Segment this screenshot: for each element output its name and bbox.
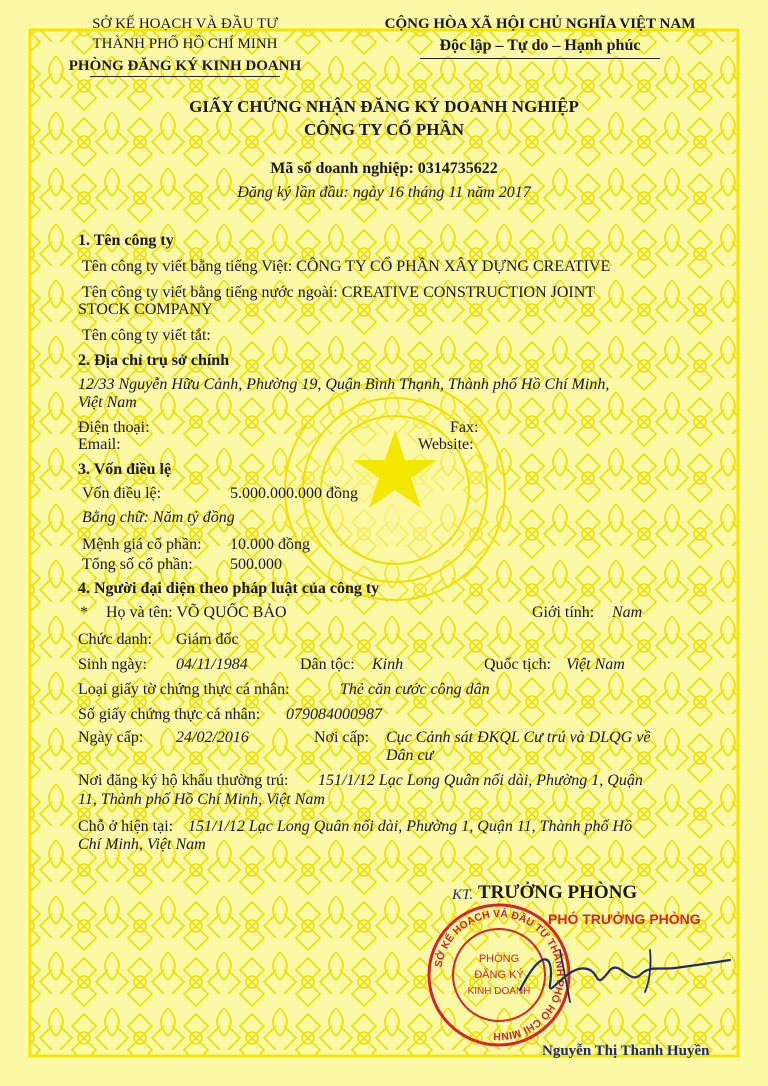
id-type-value: Thẻ căn cước công dân — [340, 681, 490, 698]
stamp-center-line-3: KINH DOANH — [467, 986, 531, 997]
stamp-center-line-1: PHÒNG — [478, 953, 520, 965]
charter-capital-value: 5.000.000.000 đồng — [230, 485, 358, 502]
issue-date-label: Ngày cấp: — [78, 729, 144, 746]
stamp-center-line-2: ĐĂNG KÝ — [474, 969, 524, 981]
par-value: 10.000 đồng — [230, 536, 310, 553]
bullet-star: * — [80, 604, 88, 621]
ethnicity-label: Dân tộc: — [300, 656, 355, 673]
nationality-value: Việt Nam — [566, 656, 625, 673]
enterprise-code: Mã số doanh nghiệp: 0314735622 — [270, 160, 498, 177]
section-4-heading: 4. Người đại diện theo pháp luật của công ty — [78, 580, 380, 597]
head-office-address-2: Việt Nam — [78, 394, 137, 411]
company-name-vn: Tên công ty viết bằng tiếng Việt: CÔNG TY CỔ PHẦN XÂY DỰNG CREATIVE — [82, 258, 611, 275]
nationality-label: Quốc tịch: — [484, 656, 552, 673]
id-number-value: 079084000987 — [286, 706, 382, 723]
fax-label: Fax: — [450, 419, 479, 436]
office-name: PHÒNG ĐĂNG KÝ KINH DOANH — [68, 58, 302, 74]
permanent-residence-label: Nơi đăng ký hộ khẩu thường trú: — [78, 772, 289, 789]
position-value: Giám đốc — [176, 631, 239, 648]
company-short-name: Tên công ty viết tắt: — [82, 327, 211, 344]
office-name-underline — [90, 76, 280, 77]
ministry-line-2: THÀNH PHỐ HỒ CHÍ MINH — [92, 36, 278, 52]
company-name-foreign-1: Tên công ty viết bằng tiếng nước ngoài: CREATIVE CONSTRUCTION JOINT — [82, 284, 596, 301]
id-number-label: Số giấy chứng thực cá nhân: — [78, 706, 261, 723]
charter-capital-label: Vốn điều lệ: — [82, 485, 162, 502]
current-residence-value-1: 151/1/12 Lạc Long Quân nối dài, Phường 1, Quận 11, Thành phố Hồ — [188, 818, 633, 835]
stamp-ring-text: SỞ KẾ HOẠCH VÀ ĐẦU TƯ THÀNH PHỐ HỒ CHÍ MINH — [432, 907, 567, 1043]
phone-label: Điện thoại: — [78, 419, 150, 436]
national-motto: Độc lập – Tự do – Hạnh phúc — [439, 37, 641, 54]
ethnicity-value: Kinh — [372, 656, 404, 673]
head-office-address-1: 12/33 Nguyễn Hữu Cảnh, Phường 19, Quận Bình Thạnh, Thành phố Hồ Chí Minh, — [78, 376, 610, 393]
signer-title: TRƯỞNG PHÒNG — [478, 882, 638, 903]
handwritten-signature — [500, 930, 740, 1010]
issue-place-value-2: Dân cư — [386, 747, 434, 764]
gender-value: Nam — [612, 604, 643, 621]
issue-date-value: 24/02/2016 — [176, 729, 249, 746]
on-behalf-prefix: KT. — [452, 887, 473, 903]
first-registration-date: Đăng ký lần đầu: ngày 16 tháng 11 năm 2017 — [237, 184, 531, 201]
ministry-line-1: SỞ KẾ HOẠCH VÀ ĐẦU TƯ — [92, 16, 278, 32]
section-3-heading: 3. Vốn điều lệ — [78, 461, 172, 478]
total-shares-label: Tổng số cổ phần: — [82, 556, 193, 573]
company-name-foreign-2: STOCK COMPANY — [78, 301, 213, 318]
company-type: CÔNG TY CỔ PHẦN — [303, 120, 465, 139]
id-type-label: Loại giấy tờ chứng thực cá nhân: — [78, 681, 290, 698]
section-1-heading: 1. Tên công ty — [78, 232, 174, 249]
issue-place-value-1: Cục Cảnh sát ĐKQL Cư trú và DLQG về — [386, 729, 651, 746]
deputy-title: PHÓ TRƯỞNG PHÒNG — [548, 911, 701, 927]
motto-underline — [420, 58, 660, 59]
current-residence-label: Chỗ ở hiện tại: — [78, 818, 174, 835]
issue-place-label: Nơi cấp: — [314, 729, 370, 746]
section-2-heading: 2. Địa chỉ trụ sở chính — [78, 352, 230, 369]
certificate-title: GIẤY CHỨNG NHẬN ĐĂNG KÝ DOANH NGHIỆP — [189, 97, 579, 116]
total-shares-value: 500.000 — [230, 556, 282, 573]
par-value-label: Mệnh giá cổ phần: — [82, 536, 202, 553]
position-label: Chức danh: — [78, 631, 152, 648]
website-label: Website: — [418, 436, 474, 453]
national-title: CỘNG HÒA XÃ HỘI CHỦ NGHĨA VIỆT NAM — [384, 16, 696, 32]
representative-name: Họ và tên: VÕ QUỐC BẢO — [106, 604, 287, 621]
dob-label: Sinh ngày: — [78, 656, 147, 673]
dob-value: 04/11/1984 — [176, 656, 248, 673]
email-label: Email: — [78, 436, 121, 453]
capital-in-words: Bằng chữ: Năm tỷ đồng — [82, 509, 235, 526]
signer-name: Nguyễn Thị Thanh Huyền — [542, 1043, 710, 1059]
current-residence-value-2: Chí Minh, Việt Nam — [78, 836, 206, 853]
permanent-residence-value-2: 11, Thành phố Hồ Chí Minh, Việt Nam — [78, 791, 325, 808]
permanent-residence-value-1: 151/1/12 Lạc Long Quân nối dài, Phường 1, Quận — [318, 772, 643, 789]
gender-label: Giới tính: — [532, 604, 595, 621]
